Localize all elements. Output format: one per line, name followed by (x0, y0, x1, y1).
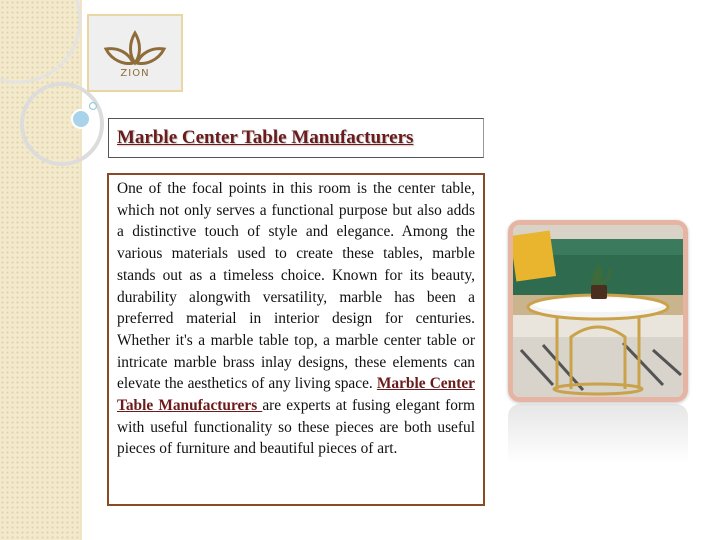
title-box (108, 118, 484, 158)
manufacturers-link[interactable]: Marble Center Table Manufacturers (117, 375, 475, 415)
content-box (107, 173, 485, 506)
company-logo (87, 14, 183, 92)
decorative-side-strip (0, 0, 82, 540)
table-illustration (513, 225, 683, 397)
lotus-leaves-icon (98, 27, 172, 67)
paragraph-text-start: One of the focal points in this room is the center table, which not only serves a functional purpose but also adds a distinctive touch of style and elegance. Among the various materials used to create these tables, marble stands out as a timeless choice. Known for its beauty, durability alongwith versatility, marble has been a preferred material in interior design for centuries. Whether it's a marble table top, a marble center table or intricate marble brass inlay designs, these elements can elevate the aesthetics of any living space. (117, 180, 475, 393)
photo-reflection (508, 404, 688, 464)
logo-text: ZION (120, 68, 150, 79)
body-paragraph (117, 178, 475, 460)
page-title: Marble Center Table Manufacturers (117, 127, 414, 148)
marble-center-table-photo (508, 220, 688, 402)
paragraph-text-end: are experts at fusing elegant form with useful functionality so these pieces are both useful pieces of furniture and beautiful pieces of art. (117, 397, 476, 458)
